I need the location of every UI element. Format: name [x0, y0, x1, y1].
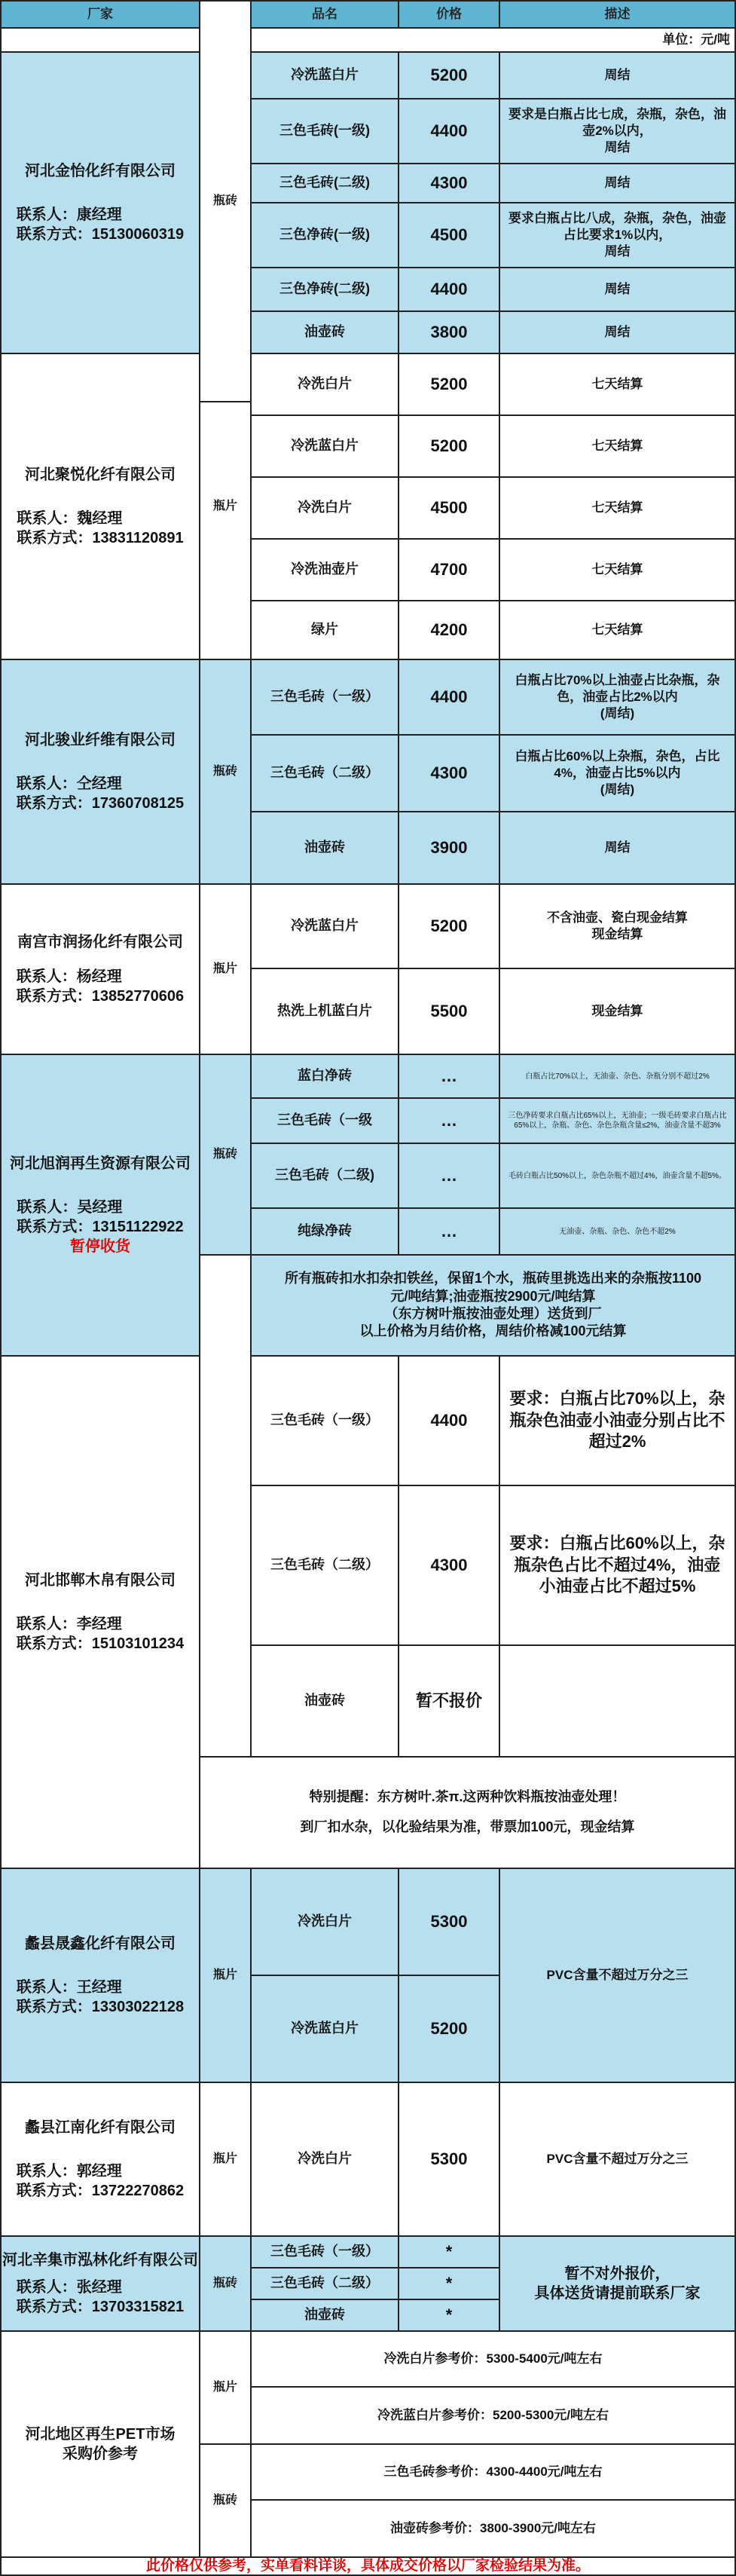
- description-cell: 无油壶、杂瓶、杂色、杂色不超2%: [499, 1207, 736, 1256]
- price-cell: 5300: [398, 1868, 500, 1976]
- product-cell: 三色毛砖（一级）: [250, 2235, 399, 2269]
- reference-price: 冷洗白片参考价：5300-5400元/吨左右: [250, 2330, 736, 2388]
- company-contact: 联系人：郭经理 联系方式：13722270862: [16, 2163, 185, 2199]
- product-cell: 三色毛砖(二级): [250, 163, 399, 203]
- price-cell: …: [398, 1143, 500, 1209]
- product-cell: 三色净砖(一级): [250, 202, 399, 268]
- product-cell: 冷洗蓝白片: [250, 1975, 399, 2083]
- company-cell: [0, 2082, 200, 2237]
- company-name: 南宫市润扬化纤有限公司: [17, 934, 183, 950]
- product-cell: 三色毛砖（一级）: [250, 659, 399, 736]
- price-cell: …: [398, 1054, 500, 1099]
- price-cell: 4400: [398, 659, 500, 736]
- price-cell: 4700: [398, 538, 500, 601]
- price-cell: 5200: [398, 415, 500, 478]
- description-cell: 暂不对外报价， 具体送货请提前联系厂家: [499, 2235, 736, 2332]
- description-cell: 要求白瓶占比八成，杂瓶，杂色，油壶占比要求1%以内， 周结: [499, 202, 736, 268]
- company-name: 河北金怡化纤有限公司: [25, 163, 176, 179]
- product-cell: 纯绿净砖: [250, 1207, 399, 1256]
- description-cell: 七天结算: [499, 353, 736, 416]
- market-cell: [0, 2330, 200, 2558]
- note-cell: 特别提醒：东方树叶.茶π.这两种饮料瓶按油壶处理！ 到厂扣水杂，以化验结果为准，带票加100元，现金结算: [199, 1756, 736, 1869]
- category-cell: 瓶砖: [199, 2443, 252, 2558]
- price-cell: 4300: [398, 734, 500, 812]
- company-name: 蠡县晟鑫化纤有限公司: [25, 1935, 176, 1952]
- product-cell: 绿片: [250, 600, 399, 660]
- price-cell: *: [398, 2299, 500, 2332]
- company-cell: [0, 353, 200, 660]
- price-cell: 4400: [398, 267, 500, 312]
- product-cell: 冷洗白片: [250, 1868, 399, 1976]
- description-cell: PVC含量不超过万分之三: [499, 2082, 736, 2237]
- product-cell: 三色毛砖（一级: [250, 1097, 399, 1144]
- reference-price: 冷洗蓝白片参考价：5200-5300元/吨左右: [250, 2386, 736, 2445]
- description-cell: 要求：白瓶占比60%以上，杂瓶杂色占比不超过4%，油壶小油壶占比不超过5%: [499, 1485, 736, 1646]
- price-cell: 5200: [398, 883, 500, 969]
- description-cell: 七天结算: [499, 476, 736, 540]
- price-cell: 4400: [398, 98, 500, 164]
- company-contact: 联系人：吴经理 联系方式：13151122922: [17, 1199, 184, 1235]
- product-cell: 热洗上机蓝白片: [250, 968, 399, 1055]
- header-description: 描述: [499, 0, 736, 29]
- product-cell: 三色毛砖（一级）: [250, 1355, 399, 1486]
- description-cell: 周结: [499, 51, 736, 99]
- product-cell: 三色毛砖（二级）: [250, 734, 399, 812]
- category-cell: 瓶砖: [199, 0, 252, 402]
- company-name: 河北骏业纤维有限公司: [25, 732, 176, 748]
- price-cell: *: [398, 2235, 500, 2269]
- company-contact: 联系人：魏经理 联系方式：13831120891: [17, 510, 184, 546]
- description-cell: 七天结算: [499, 415, 736, 478]
- product-cell: 冷洗白片: [250, 476, 399, 540]
- product-cell: 冷洗油壶片: [250, 538, 399, 601]
- product-cell: 油壶砖: [250, 311, 399, 354]
- status-badge: 暂停收货: [70, 1238, 130, 1255]
- company-contact: 联系人：康经理 联系方式：15130060319: [16, 207, 185, 243]
- header-price: 价格: [398, 0, 500, 29]
- description-cell: 白瓶占比60%以上杂瓶，杂色，占比4%，油壶占比5%以内 (周结): [499, 734, 736, 812]
- reference-price: 油壶砖参考价：3800-3900元/吨左右: [250, 2499, 736, 2558]
- price-cell: 4300: [398, 1485, 500, 1646]
- company-cell: [0, 1355, 200, 1869]
- product-cell: 油壶砖: [250, 811, 399, 885]
- company-name: 河北邯郸木帛有限公司: [25, 1572, 176, 1589]
- category-cell: 瓶砖: [199, 2235, 252, 2332]
- price-cell: 3900: [398, 811, 500, 885]
- company-cell: [0, 1868, 200, 2083]
- price-cell: 4500: [398, 476, 500, 540]
- price-cell: 5500: [398, 968, 500, 1055]
- product-cell: 冷洗蓝白片: [250, 51, 399, 99]
- description-cell: 要求是白瓶占比七成，杂瓶，杂色，油壶2%以内， 周结: [499, 98, 736, 164]
- description-cell: PVC含量不超过万分之三: [499, 1868, 736, 2083]
- company-name: 蠡县江南化纤有限公司: [25, 2119, 176, 2136]
- description-cell: [499, 1644, 736, 1758]
- description-cell: 不含油壶、瓷白现金结算 现金结算: [499, 883, 736, 969]
- company-contact: 联系人：李经理 联系方式：15103101234: [16, 1616, 185, 1652]
- price-cell: …: [398, 1207, 500, 1256]
- category-cell: 瓶片: [199, 353, 252, 660]
- category-cell: 瓶片: [199, 2082, 252, 2237]
- price-cell: 3800: [398, 311, 500, 354]
- product-cell: 油壶砖: [250, 2299, 399, 2332]
- product-cell: 冷洗蓝白片: [250, 883, 399, 969]
- product-cell: 冷洗蓝白片: [250, 415, 399, 478]
- description-cell: 要求：白瓶占比70%以上，杂瓶杂色油壶小油壶分别占比不超过2%: [499, 1355, 736, 1486]
- reference-price: 三色毛砖参考价：4300-4400元/吨左右: [250, 2443, 736, 2501]
- price-cell: 4300: [398, 163, 500, 203]
- description-cell: 白瓶占比70%以上油壶占比杂瓶，杂色，油壶占比2%以内 (周结): [499, 659, 736, 736]
- price-cell: 暂不报价: [398, 1644, 500, 1758]
- product-cell: 三色毛砖（二级）: [250, 1485, 399, 1646]
- description-cell: 七天结算: [499, 538, 736, 601]
- category-cell: 瓶片: [199, 883, 252, 1055]
- price-cell: 5200: [398, 51, 500, 99]
- note-cell: 所有瓶砖扣水扣杂扣铁丝，保留1个水，瓶砖里挑选出来的杂瓶按1100元/吨结算;油壶瓶按2900元/吨结算 （东方树叶瓶按油壶处理）送货到厂 以上价格为月结价格，周结价格减100元结算: [250, 1254, 736, 1357]
- company-contact: 联系人：杨经理 联系方式：13852770606: [16, 968, 185, 1005]
- price-cell: 5200: [398, 1975, 500, 2083]
- product-cell: 三色毛砖（二级): [250, 1143, 399, 1209]
- category-cell: 瓶砖: [199, 1054, 252, 1256]
- category-cell: 瓶片: [199, 2330, 252, 2445]
- company-contact: 联系人：王经理 联系方式：13303022128: [16, 1979, 185, 2015]
- company-cell: [0, 659, 200, 885]
- description-cell: 周结: [499, 811, 736, 885]
- description-cell: 毛砖白瓶占比50%以上，杂色杂瓶不超过4%，油壶含量不超5%。: [499, 1143, 736, 1209]
- description-cell: 周结: [499, 311, 736, 354]
- company-name: 河北聚悦化纤有限公司: [25, 467, 176, 483]
- price-cell: 4200: [398, 600, 500, 660]
- description-cell: 七天结算: [499, 600, 736, 660]
- product-cell: 蓝白净砖: [250, 1054, 399, 1099]
- company-contact: 联系人：张经理 联系方式：13703315821: [16, 2279, 185, 2315]
- description-cell: 三色净砖要求白瓶占比65%以上，无油壶；一级毛砖要求白瓶占比65%以上，杂瓶、杂色、杂色杂瓶含量≤2%，油壶含量不超3%: [499, 1097, 736, 1144]
- price-cell: 4400: [398, 1355, 500, 1486]
- description-cell: 现金结算: [499, 968, 736, 1055]
- product-cell: 油壶砖: [250, 1644, 399, 1758]
- description-cell: 周结: [499, 163, 736, 203]
- unit-label: 单位：元/吨: [0, 27, 736, 53]
- company-name: 河北辛集市泓林化纤有限公司: [2, 2252, 198, 2269]
- company-cell: [0, 2235, 200, 2332]
- description-cell: 白瓶占比70%以上，无油壶、杂色、杂瓶分别不超过2%: [499, 1054, 736, 1099]
- description-cell: 周结: [499, 267, 736, 312]
- footer-disclaimer: 此价格仅供参考，实单看料详谈，具体成交价格以厂家检验结果为准。: [0, 2556, 736, 2576]
- header-product: 品名: [250, 0, 399, 29]
- price-cell: *: [398, 2267, 500, 2300]
- price-cell: …: [398, 1097, 500, 1144]
- category-cell: 瓶片: [199, 1868, 252, 2083]
- price-cell: 4500: [398, 202, 500, 268]
- product-cell: 冷洗白片: [250, 2082, 399, 2237]
- header-factory: 厂家: [0, 0, 200, 29]
- company-cell: [0, 51, 200, 354]
- market-name: 河北地区再生PET市场 采购价参考: [25, 2426, 176, 2462]
- company-cell: [0, 883, 200, 1055]
- price-cell: 5200: [398, 353, 500, 416]
- company-cell: [0, 1054, 200, 1357]
- product-cell: 三色毛砖（二级）: [250, 2267, 399, 2300]
- product-cell: 冷洗白片: [250, 353, 399, 416]
- company-contact: 联系人：仝经理 联系方式：17360708125: [16, 776, 185, 812]
- category-cell: 瓶砖: [199, 659, 252, 885]
- product-cell: 三色净砖(二级): [250, 267, 399, 312]
- product-cell: 三色毛砖(一级): [250, 98, 399, 164]
- price-cell: 5300: [398, 2082, 500, 2237]
- company-name: 河北旭润再生资源有限公司: [10, 1155, 191, 1172]
